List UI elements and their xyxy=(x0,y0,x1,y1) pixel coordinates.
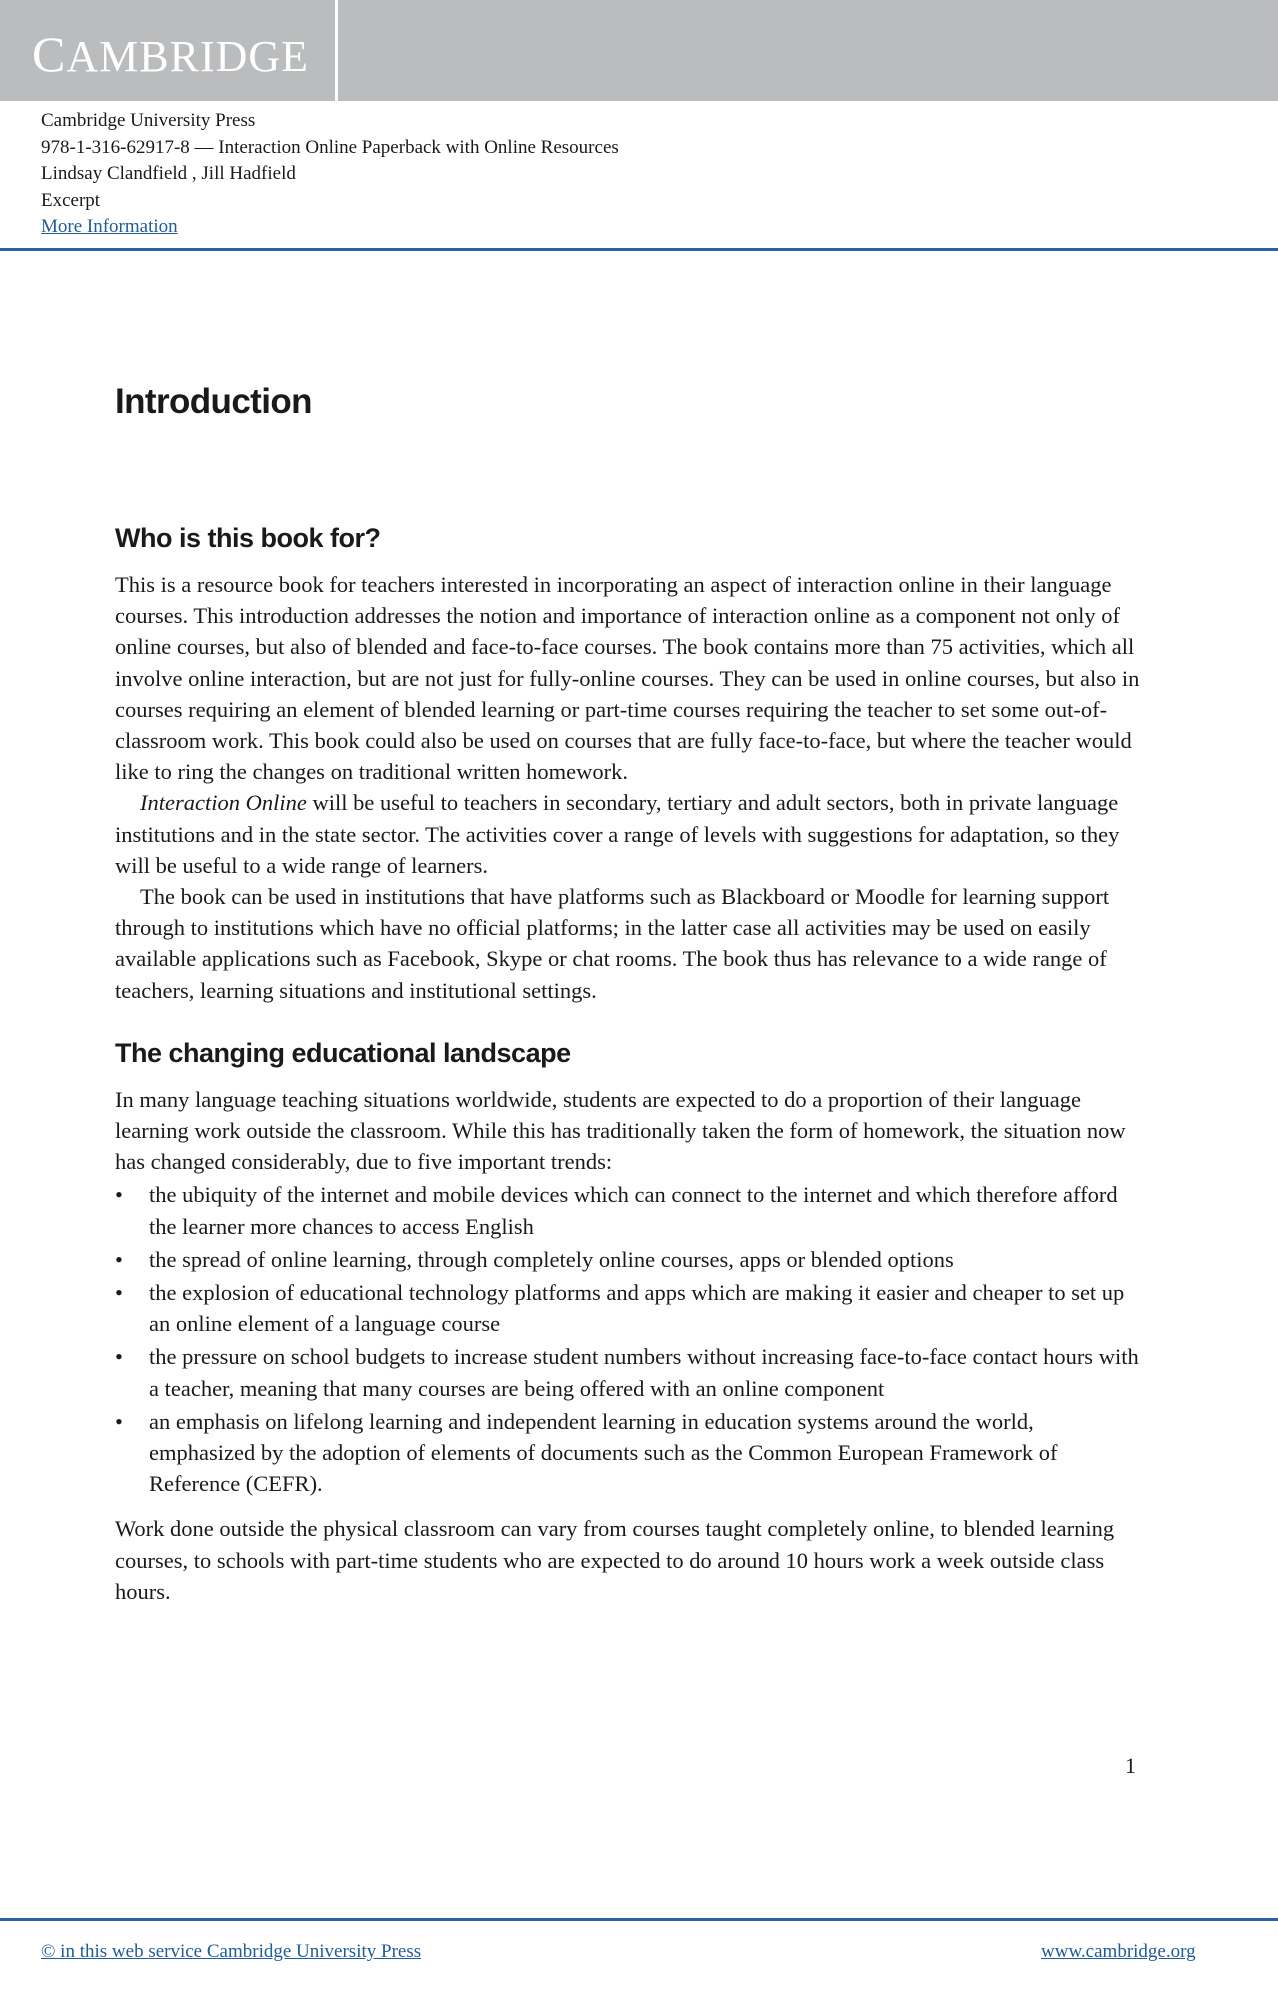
header-divider xyxy=(0,248,1278,251)
cambridge-logo[interactable]: CAMBRIDGE xyxy=(32,26,310,82)
isbn-title: 978-1-316-62917-8 — Interaction Online Paperback with Online Resources xyxy=(41,136,619,158)
page-content xyxy=(115,380,1145,1607)
more-information-link[interactable]: More Information xyxy=(41,216,178,237)
list-item: • the spread of online learning, through completely online courses, apps or blended options xyxy=(115,1244,1145,1275)
copyright-link[interactable]: © in this web service Cambridge University Press xyxy=(41,1941,422,1962)
page-number: 1 xyxy=(1125,1753,1136,1778)
paragraph-who-3: The book can be used in institutions that have platforms such as Blackboard or Moodle for learning support through to institutions which have no official platforms; in the latter case all activities may be used on easily available applications such as Facebook, Skype or chat rooms. The book thus has relevance to a wide range of teachers, learning situations and institutional settings. xyxy=(115,884,1110,1003)
list-item: • the ubiquity of the internet and mobile devices which can connect to the internet and which therefore afford the learner more chances to access English xyxy=(115,1179,1145,1241)
publisher-name: Cambridge University Press xyxy=(41,110,256,131)
header-bar xyxy=(0,0,1278,101)
list-item: • an emphasis on lifelong learning and independent learning in education systems around the world, emphasized by the adoption of elements of documents such as the Common European Framework of Reference (CEFR). xyxy=(115,1406,1145,1500)
section-heading-who: Who is this book for? xyxy=(115,523,381,553)
paragraph-landscape-intro: In many language teaching situations worldwide, students are expected to do a proportion of their language learning work outside the classroom. While this has traditionally taken the form of homework, the situation now has changed considerably, due to five important trends: xyxy=(115,1086,1126,1175)
page-title: Introduction xyxy=(115,382,312,421)
section-heading-landscape: The changing educational landscape xyxy=(115,1037,571,1068)
paragraph-who-2: Interaction Online will be useful to teachers in secondary, tertiary and adult sectors, both in private language institutions and in the state sector. The activities cover a range of levels with suggestions for adaptation, so they will be useful to a wide range of learners. xyxy=(115,790,1120,878)
website-link[interactable]: www.cambridge.org xyxy=(1041,1941,1196,1962)
authors: Lindsay Clandfield , Jill Hadfield xyxy=(41,163,296,184)
footer-divider xyxy=(0,1918,1278,1921)
paragraph-landscape-closing: Work done outside the physical classroom can vary from courses taught completely online, to blended learning courses, to schools with part-time students who are expected to do around 10 hours work a week outside class hours. xyxy=(115,1516,1115,1604)
trends-list xyxy=(115,1179,1145,1499)
list-item: • the explosion of educational technology platforms and apps which are making it easier and cheaper to set up an online element of a language course xyxy=(115,1277,1145,1339)
book-title-italic: Interaction Online xyxy=(140,790,307,816)
paragraph-who-1: This is a resource book for teachers interested in incorporating an aspect of interaction online in their language courses. This introduction addresses the notion and importance of interaction online as a component not only of online courses, but also of blended and face-to-face courses. The book contains more than 75 activities, which all involve online interaction, but are not just for fully-online courses. They can be used in online courses, but also in courses requiring an element of blended learning or part-time courses requiring the teacher to set some out-of-classroom work. This book could also be used on courses that are fully face-to-face, but where the teacher would like to ring the changes on traditional written homework. xyxy=(115,572,1140,785)
book-metadata xyxy=(41,108,619,241)
logo-box xyxy=(0,0,338,101)
list-item: • the pressure on school budgets to increase student numbers without increasing face-to-face contact hours with a teacher, meaning that many courses are being offered with an online component xyxy=(115,1341,1145,1403)
excerpt-label: Excerpt xyxy=(41,189,101,211)
